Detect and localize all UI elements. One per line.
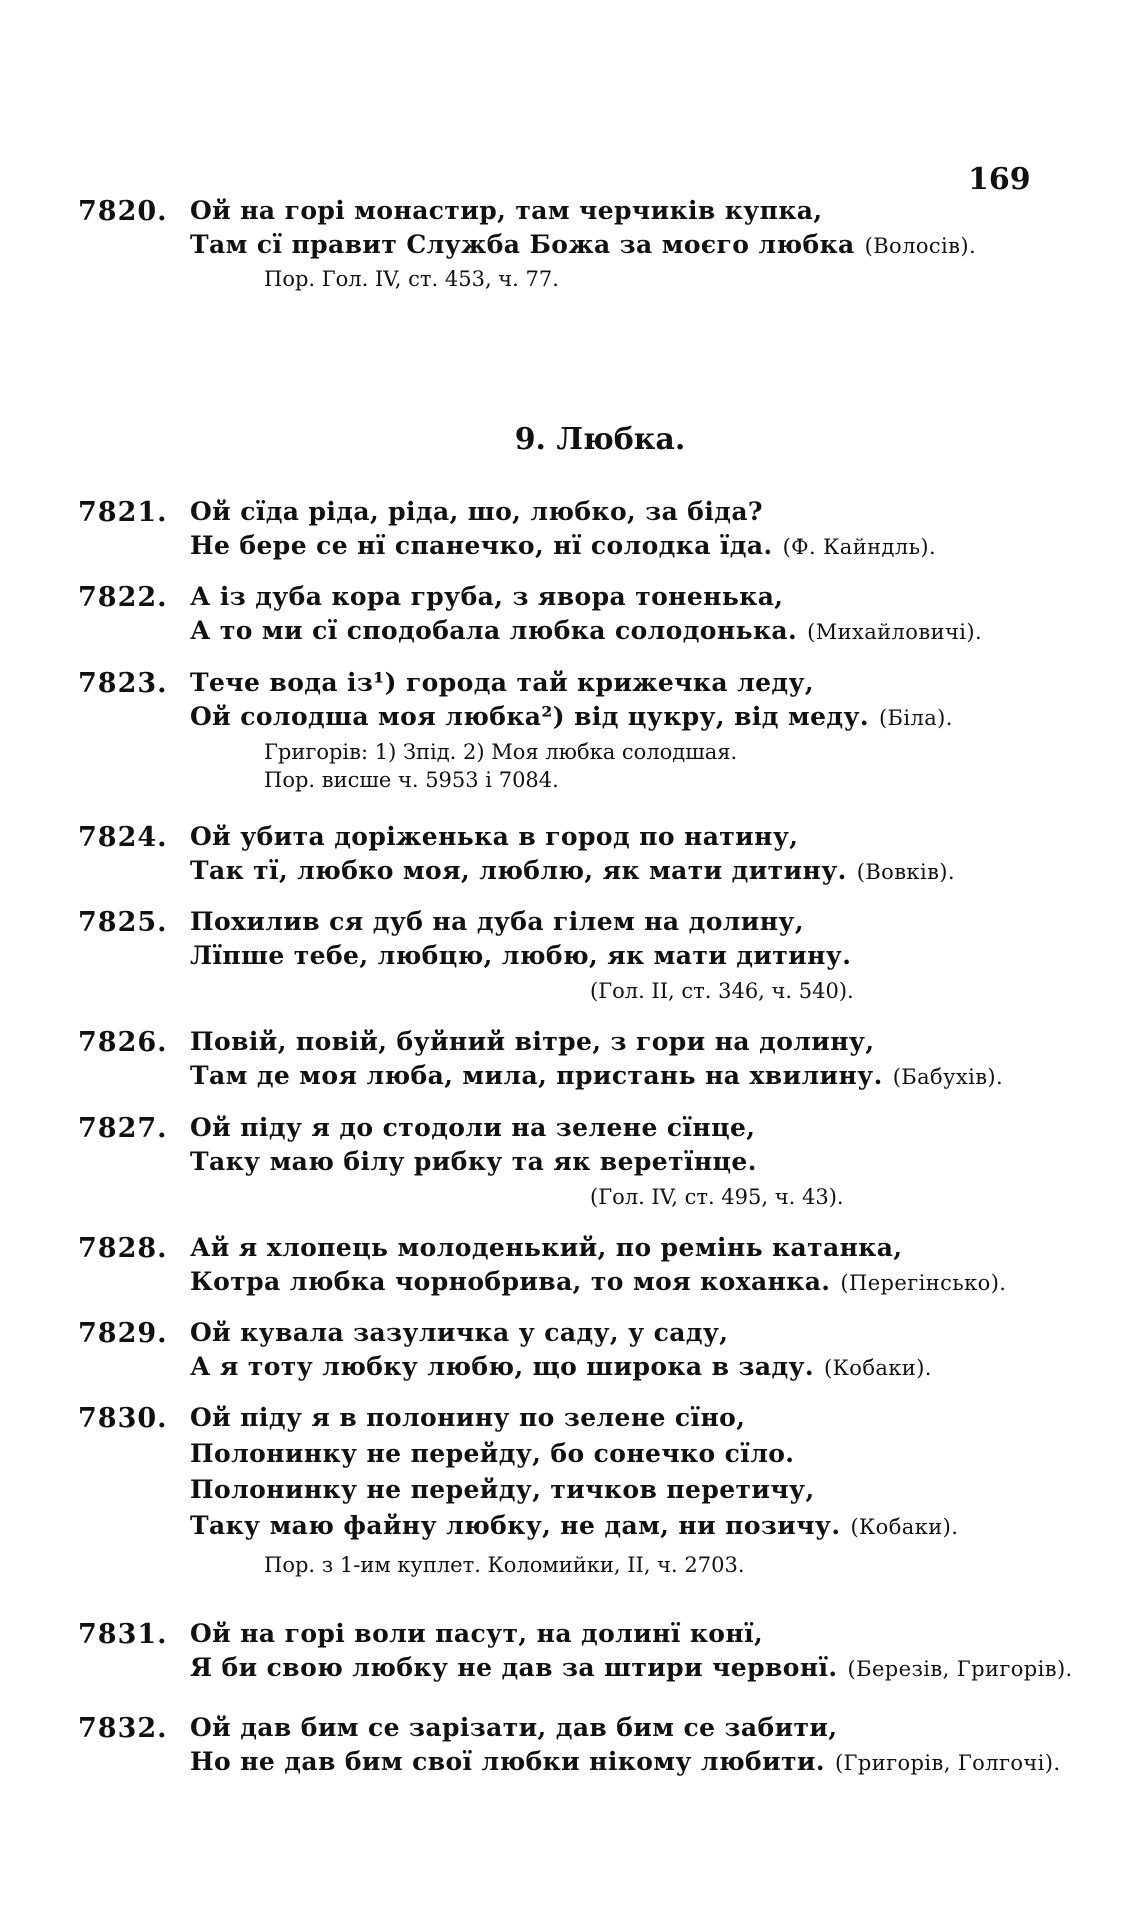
variant-note: Григорів: 1) Зпід. 2) Моя любка солодшая. [264, 740, 738, 764]
verse-text: Так тї, любко моя, люблю, як мати дитину. [190, 856, 847, 885]
verse-line [190, 616, 982, 645]
place-name: (Бабухів). [892, 1065, 1004, 1089]
verse-line: Полонинку не перейду, бо сонечко сїло. [190, 1439, 795, 1468]
verse-line: Тече вода із¹) города тай крижечка леду, [190, 668, 814, 697]
entry-number: 7823. [78, 668, 168, 699]
verse-line [190, 1061, 1003, 1090]
entry-number: 7830. [78, 1403, 168, 1434]
section-title: 9. Любка. [514, 422, 686, 457]
entry-number: 7832. [78, 1713, 168, 1744]
entry-number: 7831. [78, 1619, 168, 1650]
verse-line: Ой піду я до стодоли на зелене сїнце, [190, 1113, 756, 1142]
entry-number: 7825. [78, 907, 168, 938]
place-name: (Березів, Григорів). [847, 1657, 1073, 1681]
place-name: (Біла). [878, 706, 953, 730]
source-reference: (Гол. II, ст. 346, ч. 540). [590, 979, 854, 1003]
cross-reference-note: Пор. Гол. IV, ст. 453, ч. 77. [264, 267, 559, 291]
entry-number: 7828. [78, 1233, 168, 1264]
verse-text: Котра любка чорнобрива, то моя коханка. [190, 1267, 831, 1296]
verse-line [190, 856, 955, 885]
verse-line: Таку маю білу рибку та як веретїнце. [190, 1147, 757, 1176]
verse-line: Ой піду я в полонину по зелене сїно, [190, 1403, 746, 1432]
place-name: (Вовків). [856, 860, 955, 884]
verse-text: А я тоту любку любю, що широка в заду. [190, 1352, 815, 1381]
entry-number: 7827. [78, 1113, 168, 1144]
verse-line: А із дуба кора груба, з явора тоненька, [190, 582, 784, 611]
page-number: 169 [968, 162, 1031, 197]
place-name: (Ф. Кайндль). [782, 535, 937, 559]
entry-number: 7826. [78, 1027, 168, 1058]
verse-line: Ой дав бим се зарізати, дав бим се забити, [190, 1713, 838, 1742]
verse-line: Лїпше тебе, любцю, любю, як мати дитину. [190, 941, 852, 970]
cross-reference-note: Пор. з 1-им куплет. Коломийки, II, ч. 2703. [264, 1553, 745, 1577]
verse-line: Ой на горі воли пасут, на долинї конї, [190, 1619, 764, 1648]
verse-line [190, 702, 953, 731]
verse-line: Повій, повій, буйний вітре, з гори на долину, [190, 1027, 875, 1056]
verse-line [190, 1267, 1006, 1296]
verse-line: Ой сїда ріда, ріда, шо, любко, за біда? [190, 497, 763, 526]
verse-line [190, 1511, 958, 1540]
entry-number: 7829. [78, 1318, 168, 1349]
verse-line: Ой на горі монастир, там черчиків купка, [190, 196, 823, 225]
verse-line [190, 1747, 1060, 1776]
verse-text: Я би свою любку не дав за штири червонї. [190, 1653, 838, 1682]
verse-text: Там де моя люба, мила, пристань на хвилину. [190, 1061, 883, 1090]
verse-line: Ай я хлопець молоденький, по ремінь катанка, [190, 1233, 903, 1262]
place-name: (Перегінсько). [840, 1271, 1007, 1295]
place-name: (Волосів). [864, 234, 977, 258]
verse-text: Не бере се нї спанечко, нї солодка їда. [190, 531, 773, 560]
verse-line [190, 1352, 932, 1381]
verse-line: Ой убита доріженька в город по натину, [190, 822, 799, 851]
verse-line [190, 230, 976, 259]
verse-text: Но не дав бим свої любки нікому любити. [190, 1747, 825, 1776]
source-reference: (Гол. IV, ст. 495, ч. 43). [590, 1185, 844, 1209]
verse-line: Похилив ся дуб на дуба гілем на долину, [190, 907, 804, 936]
verse-line: Полонинку не перейду, тичков перетичу, [190, 1475, 815, 1504]
entry-number: 7824. [78, 822, 168, 853]
place-name: (Кобаки). [850, 1515, 959, 1539]
place-name: (Григорів, Голгочі). [834, 1751, 1061, 1775]
verse-line: Ой кувала зазуличка у саду, у саду, [190, 1318, 729, 1347]
cross-reference-note: Пор. висше ч. 5953 і 7084. [264, 768, 559, 792]
entry-number: 7820. [78, 196, 168, 227]
verse-line [190, 1653, 1073, 1682]
verse-text: Таку маю файну любку, не дам, ни позичу. [190, 1511, 841, 1540]
verse-line [190, 531, 936, 560]
place-name: (Кобаки). [824, 1356, 932, 1380]
verse-text: А то ми сї сподобала любка солодонька. [190, 616, 798, 645]
verse-text: Ой солодша моя любка²) від цукру, від меду. [190, 702, 869, 731]
entry-number: 7822. [78, 582, 168, 613]
place-name: (Михайловичі). [807, 620, 983, 644]
verse-text: Там сї правит Служба Божа за моєго любка [190, 230, 855, 259]
entry-number: 7821. [78, 497, 168, 528]
